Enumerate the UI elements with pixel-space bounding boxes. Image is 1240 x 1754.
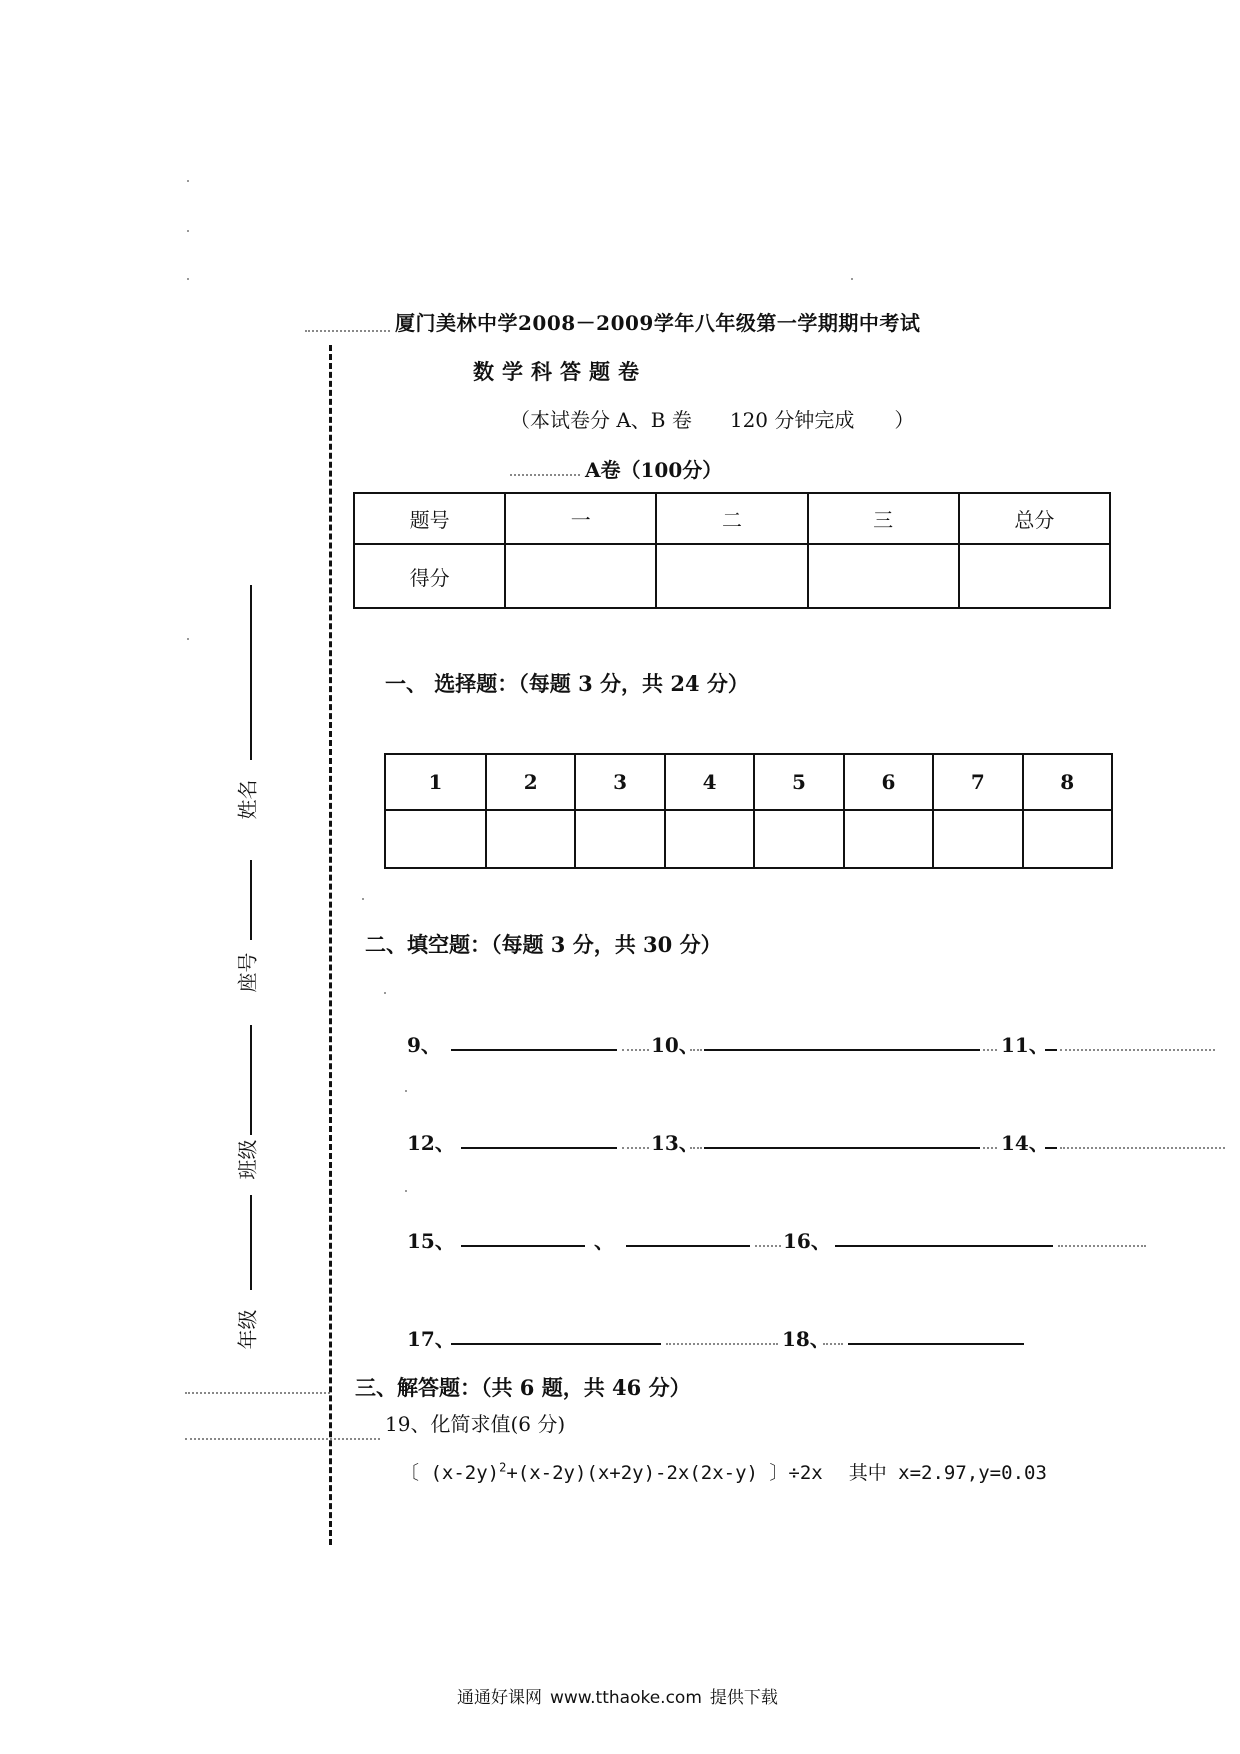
fill-leader (983, 1147, 997, 1149)
choice-answer-cell[interactable] (1023, 810, 1112, 868)
score-header-cell: 总分 (959, 493, 1110, 544)
fill-label-18: 18、 (782, 1327, 830, 1351)
score-cell[interactable] (808, 544, 959, 608)
choice-answer-cell[interactable] (844, 810, 933, 868)
fill-leader (622, 1147, 649, 1149)
fill-blank-15b[interactable] (626, 1245, 750, 1247)
scan-dot (362, 898, 364, 900)
grade-field-line[interactable] (250, 1195, 252, 1290)
formula-exponent: 2 (499, 1460, 507, 1475)
fill-leader (823, 1343, 843, 1345)
seat-field-line[interactable] (250, 860, 252, 940)
fill-leader (666, 1343, 778, 1345)
exam-title: 厦门美林中学2008－2009学年八年级第一学期期中考试 (395, 311, 921, 335)
answer-sheet-title: 数学科答题卷 (473, 359, 647, 384)
volume-leader-dots (510, 474, 580, 476)
fill-leader (1060, 1147, 1225, 1149)
fill-label-12: 12、 (407, 1131, 455, 1155)
fill-label-14: 14、 (1001, 1131, 1049, 1155)
grade-label: 年级 (235, 1309, 260, 1350)
scan-dot (851, 278, 853, 280)
class-label: 班级 (235, 1139, 260, 1180)
formula-part-b: +(x-2y)(x+2y)-2x(2x-y) 〕÷2x (506, 1462, 823, 1484)
section-3-leader-dots (185, 1392, 330, 1394)
score-table-row (354, 544, 1110, 608)
score-header-cell: 三 (808, 493, 959, 544)
score-header-cell: 一 (505, 493, 656, 544)
exam-note (510, 404, 914, 433)
section-1-title: 一、 选择题：（每题 3 分，共 24 分） (385, 671, 749, 696)
choice-answer-cell[interactable] (754, 810, 843, 868)
choice-number: 1 (385, 754, 486, 810)
class-field-line[interactable] (250, 1025, 252, 1135)
fill-blank-14[interactable] (1045, 1147, 1057, 1149)
title-leader-dots (305, 330, 390, 332)
scan-dot (405, 1190, 407, 1192)
q19-leader-dots (185, 1438, 380, 1440)
fill-leader (1060, 1049, 1215, 1051)
choice-answer-cell[interactable] (385, 810, 486, 868)
score-table-header-row (354, 493, 1110, 544)
score-row-label: 得分 (354, 544, 505, 608)
footer-site-name: 通通好课网 (457, 1688, 542, 1708)
choice-answer-cell[interactable] (486, 810, 575, 868)
scan-dot (187, 278, 189, 280)
score-table (353, 492, 1111, 609)
formula-condition: 其中 x=2.97,y=0.03 (848, 1462, 1047, 1484)
fill-leader (690, 1147, 702, 1149)
choice-number: 7 (933, 754, 1022, 810)
note-time: 120 分钟完成 (729, 408, 855, 432)
choice-number: 6 (844, 754, 933, 810)
footer (457, 1683, 778, 1708)
fill-leader (755, 1245, 781, 1247)
score-header-cell: 题号 (354, 493, 505, 544)
fill-leader (1058, 1245, 1146, 1247)
fill-blank-12[interactable] (461, 1147, 617, 1149)
scan-dot (187, 180, 189, 182)
fill-leader (622, 1049, 649, 1051)
score-cell[interactable] (656, 544, 807, 608)
name-label: 姓名 (235, 779, 260, 820)
score-cell[interactable] (505, 544, 656, 608)
fill-label-10: 10、 (651, 1033, 699, 1057)
scan-dot (187, 230, 189, 232)
fill-label-9: 9、 (407, 1033, 441, 1057)
scan-dot (405, 1090, 407, 1092)
fill-blank-9[interactable] (451, 1049, 617, 1051)
binding-line (329, 345, 332, 1545)
fill-blank-13[interactable] (704, 1147, 980, 1149)
fill-label-16: 16、 (783, 1229, 831, 1253)
fill-blank-16[interactable] (835, 1245, 1053, 1247)
choice-number: 2 (486, 754, 575, 810)
fill-label-13: 13、 (651, 1131, 699, 1155)
fill-leader (690, 1049, 702, 1051)
choice-answer-row (385, 810, 1112, 868)
fill-blank-11[interactable] (1045, 1049, 1057, 1051)
choice-number: 8 (1023, 754, 1112, 810)
choice-number: 5 (754, 754, 843, 810)
seat-label: 座号 (235, 952, 260, 993)
name-field-line[interactable] (250, 585, 252, 760)
choice-number-row (385, 754, 1112, 810)
fill-label-11: 11、 (1001, 1033, 1049, 1057)
question-19: 19、化简求值(6 分) (385, 1412, 566, 1436)
choice-answer-cell[interactable] (665, 810, 754, 868)
scan-dot (384, 992, 386, 994)
choice-number: 3 (575, 754, 664, 810)
choice-answer-table (384, 753, 1113, 869)
question-19-formula (400, 1458, 1047, 1485)
fill-label-15: 15、 (407, 1229, 455, 1253)
note-open: （本试卷分 A、B 卷 (510, 408, 692, 432)
scan-dot (187, 638, 189, 640)
note-close: ） (894, 408, 915, 432)
fill-blank-10[interactable] (704, 1049, 980, 1051)
volume-a-label: A卷（100分） (585, 458, 723, 482)
fill-blank-15a[interactable] (461, 1245, 585, 1247)
choice-number: 4 (665, 754, 754, 810)
choice-answer-cell[interactable] (933, 810, 1022, 868)
footer-download: 提供下载 (709, 1688, 778, 1708)
fill-separator-15: 、 (594, 1229, 614, 1253)
choice-answer-cell[interactable] (575, 810, 664, 868)
formula-part-a: 〔 (x-2y) (400, 1462, 500, 1484)
fill-leader (983, 1049, 997, 1051)
section-2-title: 二、填空题：（每题 3 分，共 30 分） (365, 932, 722, 957)
fill-label-17: 17、 (407, 1327, 455, 1351)
score-cell[interactable] (959, 544, 1110, 608)
section-3-title: 三、解答题：（共 6 题，共 46 分） (355, 1375, 691, 1400)
fill-blank-17[interactable] (451, 1343, 661, 1345)
footer-url[interactable]: www.tthaoke.com (550, 1688, 702, 1708)
score-header-cell: 二 (656, 493, 807, 544)
fill-blank-18[interactable] (848, 1343, 1024, 1345)
